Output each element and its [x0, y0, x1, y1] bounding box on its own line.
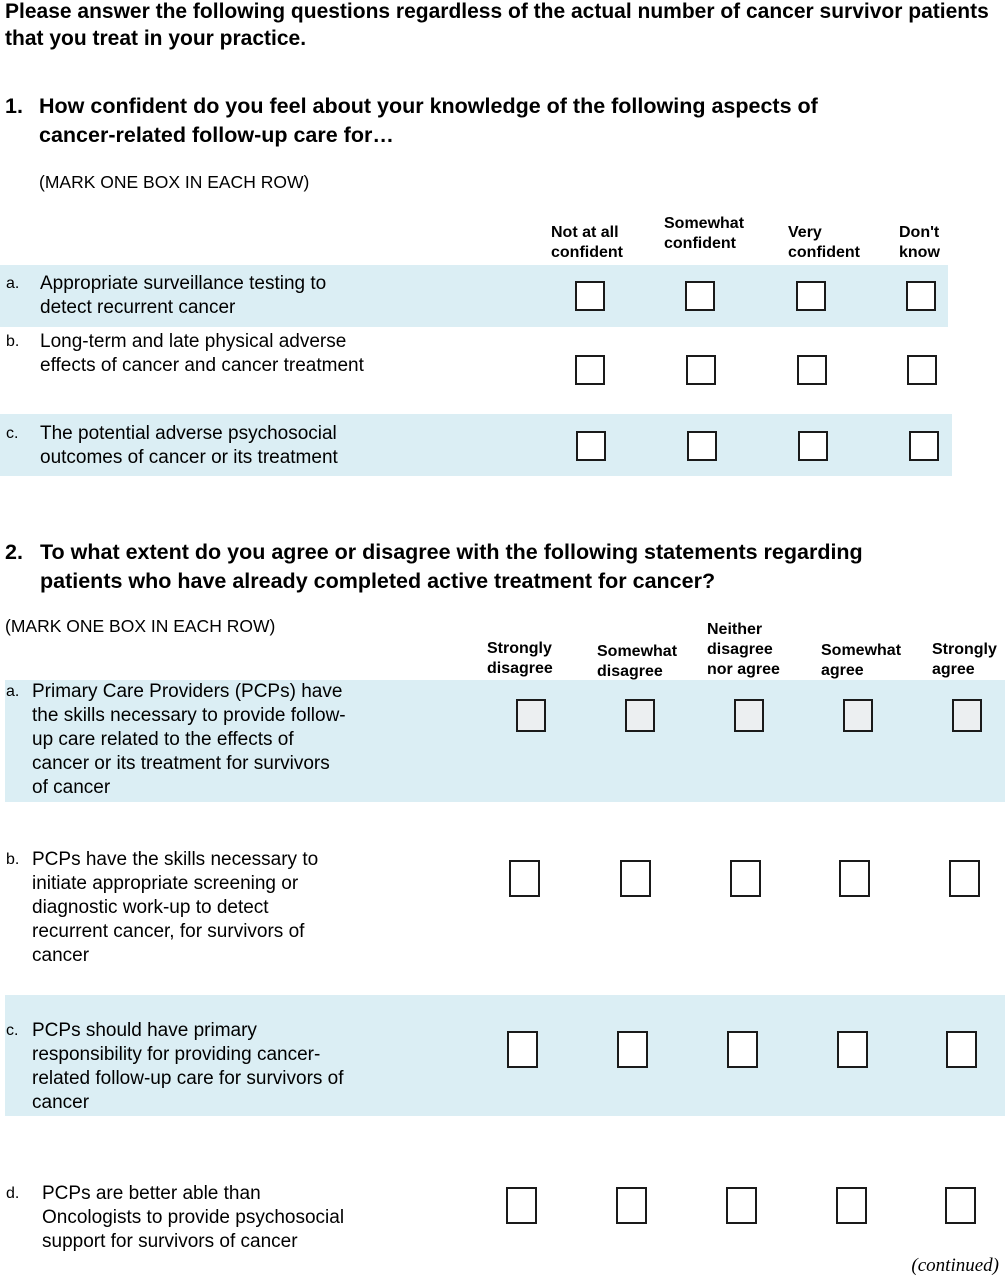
q2-row-d-label: PCPs are better able than Oncologists to provide psychosocial support for survivors of cancer — [42, 1183, 345, 1252]
q1-col-header-somewhat-confident: Somewhat confident — [664, 215, 745, 252]
q2-question-line-1: To what extent do you agree or disagree with the following statements regarding — [40, 540, 863, 564]
q1-row-c-label: The potential adverse psychosocial outcomes of cancer or its treatment — [40, 423, 338, 468]
q1-row-b-label: Long-term and late physical adverse effects of cancer and cancer treatment — [40, 331, 364, 376]
continued-note: (continued) — [911, 1255, 999, 1276]
q2-row-b-checkbox-strongly-disagree[interactable] — [509, 860, 540, 897]
q2-row-d-checkbox-somewhat-agree[interactable] — [836, 1187, 867, 1224]
q2-row-b-label: PCPs have the skills necessary to initiate appropriate screening or diagnostic work-up to detect recurrent cancer, for survivors of cancer — [32, 849, 319, 966]
q2-instruction: (MARK ONE BOX IN EACH ROW) — [5, 616, 276, 636]
q2-question-line-2: patients who have already completed active treatment for cancer? — [40, 569, 716, 593]
q1-col-header-very-confident: Very confident — [788, 224, 860, 261]
q2-row-b-checkbox-neither[interactable] — [730, 860, 761, 897]
q2-row-a-letter: a. — [6, 683, 20, 700]
q2-row-a-checkbox-strongly-agree[interactable] — [952, 699, 982, 732]
q2-col-header-somewhat-agree: Somewhat agree — [821, 642, 902, 679]
q2-col-header-strongly-agree: Strongly agree — [932, 641, 997, 678]
q1-row-c-checkbox-not-at-all-confident[interactable] — [576, 431, 606, 461]
q2-row-c-letter: c. — [6, 1022, 19, 1039]
q1-row-a-checkbox-not-at-all-confident[interactable] — [575, 281, 605, 311]
q1-row-b-letter: b. — [6, 333, 20, 350]
q2-row-c-label: PCPs should have primary responsibility for providing cancer- related follow-up care for survivors of cancer — [32, 1020, 344, 1113]
survey-intro: Please answer the following questions regardless of the actual number of cancer survivor patients that you treat in your practice. — [5, 0, 989, 50]
q1-question-line-2: cancer-related follow-up care for… — [39, 123, 394, 147]
q2-row-c-checkbox-strongly-agree[interactable] — [946, 1031, 977, 1068]
q2-row-a-checkbox-strongly-disagree[interactable] — [516, 699, 546, 732]
q1-row-b-checkbox-somewhat-confident[interactable] — [686, 355, 716, 385]
q1-row-a-checkbox-dont-know[interactable] — [906, 281, 936, 311]
q2-row-a-checkbox-neither[interactable] — [734, 699, 764, 732]
q2-col-header-neither: Neither disagree nor agree — [707, 621, 780, 678]
q1-row-a-letter: a. — [6, 275, 20, 292]
q2-row-d-checkbox-strongly-agree[interactable] — [945, 1187, 976, 1224]
q2-col-header-somewhat-disagree: Somewhat disagree — [597, 643, 678, 680]
q2-row-d-checkbox-somewhat-disagree[interactable] — [616, 1187, 647, 1224]
q1-row-c-checkbox-dont-know[interactable] — [909, 431, 939, 461]
q1-row-a-checkbox-very-confident[interactable] — [796, 281, 826, 311]
q1-row-a-checkbox-somewhat-confident[interactable] — [685, 281, 715, 311]
q1-row-c-letter: c. — [6, 425, 19, 442]
q1-row-b-checkbox-dont-know[interactable] — [907, 355, 937, 385]
q1-row-c-checkbox-very-confident[interactable] — [798, 431, 828, 461]
q2-row-c-checkbox-somewhat-disagree[interactable] — [617, 1031, 648, 1068]
q2-row-b-checkbox-somewhat-agree[interactable] — [839, 860, 870, 897]
q2-row-a-checkbox-somewhat-disagree[interactable] — [625, 699, 655, 732]
q1-number: 1. — [5, 94, 23, 118]
q2-number: 2. — [5, 540, 23, 564]
q1-row-b-checkbox-not-at-all-confident[interactable] — [575, 355, 605, 385]
q2-col-header-strongly-disagree: Strongly disagree — [487, 640, 553, 677]
q2-row-b-letter: b. — [6, 851, 20, 868]
q1-question-line-1: How confident do you feel about your knowledge of the following aspects of — [39, 94, 818, 118]
q2-row-d-letter: d. — [6, 1185, 20, 1202]
q1-row-b-checkbox-very-confident[interactable] — [797, 355, 827, 385]
q2-row-d-checkbox-neither[interactable] — [726, 1187, 757, 1224]
q1-col-header-dont-know: Don't know — [899, 224, 940, 261]
q2-row-a-label: Primary Care Providers (PCPs) have the skills necessary to provide follow- up care related to the effects of cancer or its treatment for survivors of cancer — [32, 681, 346, 798]
q1-instruction: (MARK ONE BOX IN EACH ROW) — [39, 172, 310, 192]
q1-row-a-label: Appropriate surveillance testing to detect recurrent cancer — [40, 273, 327, 318]
q1-col-header-not-at-all-confident: Not at all confident — [551, 224, 623, 261]
q2-row-c-checkbox-neither[interactable] — [727, 1031, 758, 1068]
q2-row-b-checkbox-strongly-agree[interactable] — [949, 860, 980, 897]
q2-row-c-checkbox-somewhat-agree[interactable] — [837, 1031, 868, 1068]
q2-row-b-checkbox-somewhat-disagree[interactable] — [620, 860, 651, 897]
q1-row-c-checkbox-somewhat-confident[interactable] — [687, 431, 717, 461]
q2-row-c-checkbox-strongly-disagree[interactable] — [507, 1031, 538, 1068]
q2-row-d-checkbox-strongly-disagree[interactable] — [506, 1187, 537, 1224]
q2-row-a-checkbox-somewhat-agree[interactable] — [843, 699, 873, 732]
